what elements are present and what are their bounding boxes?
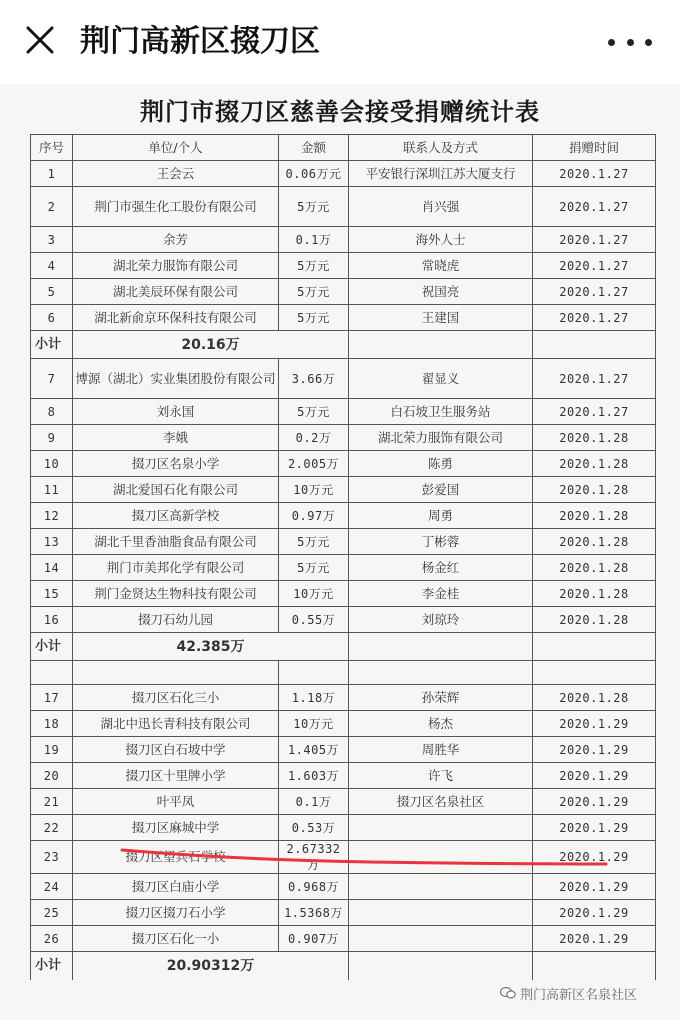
header-cell: 捐赠时间	[533, 135, 656, 161]
table-cell: 常晓虎	[349, 253, 533, 279]
table-cell: 3	[31, 227, 73, 253]
table-row	[31, 555, 656, 581]
table-row	[31, 187, 656, 227]
table-cell: 5万元	[279, 279, 349, 305]
table-row	[31, 161, 656, 187]
table-cell: 刘琼玲	[349, 607, 533, 633]
table-cell	[349, 633, 533, 661]
table-cell: 2020.1.27	[533, 227, 656, 253]
more-dot-icon	[627, 39, 634, 46]
table-row	[31, 477, 656, 503]
table-cell: 5万元	[279, 399, 349, 425]
table-cell: 2020.1.29	[533, 841, 656, 874]
table-row	[31, 399, 656, 425]
table-cell: 9	[31, 425, 73, 451]
table-cell: 0.1万	[279, 227, 349, 253]
table-cell: 12	[31, 503, 73, 529]
table-cell: 23	[31, 841, 73, 874]
table-cell: 余芳	[73, 227, 279, 253]
table-row	[31, 737, 656, 763]
table-cell: 李金桂	[349, 581, 533, 607]
table-cell: 5万元	[279, 529, 349, 555]
document-title: 荆门市掇刀区慈善会接受捐赠统计表	[140, 97, 540, 126]
subtotal-value: 42.385万	[73, 633, 349, 661]
table-cell: 荆门市美邦化学有限公司	[73, 555, 279, 581]
table-cell: 掇刀区望兵石学校	[73, 841, 279, 874]
more-options-button[interactable]	[608, 30, 652, 54]
subtotal-row	[31, 331, 656, 359]
table-cell: 叶平凤	[73, 789, 279, 815]
table-cell: 掇刀区十里牌小学	[73, 763, 279, 789]
table-cell: 2020.1.29	[533, 926, 656, 952]
table-cell: 王会云	[73, 161, 279, 187]
blank-row	[31, 661, 656, 685]
table-cell: 0.53万	[279, 815, 349, 841]
table-cell: 0.1万	[279, 789, 349, 815]
table-row	[31, 874, 656, 900]
table-header-row	[31, 135, 656, 161]
table-cell: 2020.1.28	[533, 425, 656, 451]
table-row	[31, 815, 656, 841]
table-cell	[279, 661, 349, 685]
table-cell: 许飞	[349, 763, 533, 789]
table-cell: 10万元	[279, 581, 349, 607]
donation-table	[30, 134, 656, 980]
table-cell: 10	[31, 451, 73, 477]
table-cell: 6	[31, 305, 73, 331]
table-cell: 2020.1.28	[533, 529, 656, 555]
table-cell: 2020.1.27	[533, 305, 656, 331]
table-cell: 2020.1.29	[533, 815, 656, 841]
table-cell: 掇刀石幼儿园	[73, 607, 279, 633]
table-cell: 1	[31, 161, 73, 187]
table-cell: 湖北千里香油脂食品有限公司	[73, 529, 279, 555]
donation-table-container	[30, 134, 655, 980]
table-cell: 荆门市强生化工股份有限公司	[73, 187, 279, 227]
table-cell	[349, 815, 533, 841]
table-cell: 翟显义	[349, 359, 533, 399]
table-cell: 0.06万元	[279, 161, 349, 187]
subtotal-label: 小计	[31, 633, 73, 661]
table-cell: 掇刀区名泉小学	[73, 451, 279, 477]
subtotal-label: 小计	[31, 331, 73, 359]
table-cell: 白石坡卫生服务站	[349, 399, 533, 425]
table-cell: 2020.1.27	[533, 399, 656, 425]
page-title: 荆门高新区掇刀区	[80, 24, 320, 59]
table-cell	[533, 952, 656, 980]
table-row	[31, 425, 656, 451]
table-cell: 丁彬蓉	[349, 529, 533, 555]
table-cell: 5	[31, 279, 73, 305]
table-row	[31, 305, 656, 331]
close-button[interactable]	[22, 22, 58, 58]
table-row	[31, 503, 656, 529]
table-cell: 刘永国	[73, 399, 279, 425]
table-cell: 2020.1.27	[533, 187, 656, 227]
table-cell: 1.5368万	[279, 900, 349, 926]
table-row	[31, 900, 656, 926]
source-watermark	[500, 982, 637, 1004]
table-cell	[349, 874, 533, 900]
table-cell: 2020.1.28	[533, 581, 656, 607]
table-cell: 17	[31, 685, 73, 711]
header-cell: 序号	[31, 135, 73, 161]
table-cell	[349, 900, 533, 926]
table-cell: 掇刀区麻城中学	[73, 815, 279, 841]
table-cell	[73, 661, 279, 685]
table-cell: 10万元	[279, 711, 349, 737]
table-cell	[533, 661, 656, 685]
table-cell: 3.66万	[279, 359, 349, 399]
table-cell: 祝国亮	[349, 279, 533, 305]
table-cell: 2020.1.28	[533, 685, 656, 711]
table-cell: 2020.1.28	[533, 607, 656, 633]
table-cell: 2	[31, 187, 73, 227]
table-cell: 海外人士	[349, 227, 533, 253]
table-cell: 11	[31, 477, 73, 503]
table-cell: 8	[31, 399, 73, 425]
table-cell	[533, 633, 656, 661]
table-cell: 肖兴强	[349, 187, 533, 227]
watermark-text: 荆门高新区名泉社区	[520, 987, 638, 1003]
table-cell: 2020.1.29	[533, 711, 656, 737]
table-cell: 2020.1.29	[533, 874, 656, 900]
table-cell: 掇刀区白庙小学	[73, 874, 279, 900]
table-cell: 孙荣辉	[349, 685, 533, 711]
table-cell: 2.005万	[279, 451, 349, 477]
table-cell: 周勇	[349, 503, 533, 529]
table-cell: 周胜华	[349, 737, 533, 763]
table-cell: 杨金红	[349, 555, 533, 581]
table-cell: 5万元	[279, 305, 349, 331]
table-cell: 陈勇	[349, 451, 533, 477]
table-row	[31, 789, 656, 815]
table-cell: 2020.1.28	[533, 477, 656, 503]
chat-bubble-icon	[500, 986, 516, 1000]
table-cell: 7	[31, 359, 73, 399]
table-row	[31, 763, 656, 789]
table-cell: 杨杰	[349, 711, 533, 737]
table-cell: 10万元	[279, 477, 349, 503]
table-cell: 0.2万	[279, 425, 349, 451]
table-cell: 5万元	[279, 187, 349, 227]
table-cell: 15	[31, 581, 73, 607]
table-cell: 2.67332万	[279, 841, 349, 874]
table-row	[31, 581, 656, 607]
table-cell: 1.405万	[279, 737, 349, 763]
table-cell: 25	[31, 900, 73, 926]
table-cell: 湖北新俞京环保科技有限公司	[73, 305, 279, 331]
more-dot-icon	[645, 39, 652, 46]
table-cell: 2020.1.27	[533, 279, 656, 305]
table-cell: 5万元	[279, 253, 349, 279]
table-cell: 1.18万	[279, 685, 349, 711]
more-dot-icon	[608, 39, 615, 46]
table-cell: 0.907万	[279, 926, 349, 952]
table-row	[31, 926, 656, 952]
table-cell	[533, 331, 656, 359]
table-cell: 湖北美辰环保有限公司	[73, 279, 279, 305]
table-row	[31, 359, 656, 399]
table-cell: 湖北爱国石化有限公司	[73, 477, 279, 503]
table-cell: 22	[31, 815, 73, 841]
subtotal-label: 小计	[31, 952, 73, 980]
table-cell: 4	[31, 253, 73, 279]
table-cell: 5万元	[279, 555, 349, 581]
header-cell: 单位/个人	[73, 135, 279, 161]
table-cell	[349, 661, 533, 685]
table-cell: 掇刀区掇刀石小学	[73, 900, 279, 926]
table-row	[31, 529, 656, 555]
table-cell: 24	[31, 874, 73, 900]
subtotal-row	[31, 633, 656, 661]
table-cell: 0.55万	[279, 607, 349, 633]
table-cell: 14	[31, 555, 73, 581]
table-cell: 0.97万	[279, 503, 349, 529]
table-cell: 湖北荣力服饰有限公司	[73, 253, 279, 279]
table-cell: 彭爱国	[349, 477, 533, 503]
table-cell: 掇刀区白石坡中学	[73, 737, 279, 763]
table-row	[31, 279, 656, 305]
table-cell: 博源（湖北）实业集团股份有限公司	[73, 359, 279, 399]
table-cell: 湖北中迅长青科技有限公司	[73, 711, 279, 737]
table-cell: 16	[31, 607, 73, 633]
table-cell: 2020.1.29	[533, 789, 656, 815]
table-cell: 掇刀区石化一小	[73, 926, 279, 952]
table-cell: 2020.1.29	[533, 737, 656, 763]
table-cell: 2020.1.29	[533, 900, 656, 926]
table-cell: 王建国	[349, 305, 533, 331]
table-cell: 20	[31, 763, 73, 789]
table-row	[31, 685, 656, 711]
table-cell: 2020.1.29	[533, 763, 656, 789]
table-cell: 掇刀区高新学校	[73, 503, 279, 529]
table-cell: 26	[31, 926, 73, 952]
subtotal-value: 20.90312万	[73, 952, 349, 980]
table-row	[31, 607, 656, 633]
table-cell	[349, 952, 533, 980]
table-cell: 2020.1.27	[533, 161, 656, 187]
table-cell: 2020.1.28	[533, 503, 656, 529]
table-row	[31, 253, 656, 279]
table-cell: 2020.1.27	[533, 359, 656, 399]
table-cell: 13	[31, 529, 73, 555]
table-cell: 平安银行深圳江苏大厦支行	[349, 161, 533, 187]
table-cell: 2020.1.28	[533, 555, 656, 581]
table-cell	[349, 926, 533, 952]
subtotal-value: 20.16万	[73, 331, 349, 359]
table-row	[31, 227, 656, 253]
table-cell: 掇刀区名泉社区	[349, 789, 533, 815]
table-cell: 2020.1.28	[533, 451, 656, 477]
table-cell	[349, 331, 533, 359]
table-cell: 掇刀区石化三小	[73, 685, 279, 711]
table-cell: 18	[31, 711, 73, 737]
header-cell: 联系人及方式	[349, 135, 533, 161]
close-icon	[25, 25, 55, 55]
table-cell: 湖北荣力服饰有限公司	[349, 425, 533, 451]
table-cell: 1.603万	[279, 763, 349, 789]
top-bar	[0, 0, 680, 84]
table-cell	[349, 841, 533, 874]
table-cell: 19	[31, 737, 73, 763]
header-cell: 金额	[279, 135, 349, 161]
table-cell: 21	[31, 789, 73, 815]
subtotal-row	[31, 952, 656, 980]
table-row	[31, 451, 656, 477]
table-row	[31, 841, 656, 874]
table-cell	[31, 661, 73, 685]
table-cell: 0.968万	[279, 874, 349, 900]
table-cell: 2020.1.27	[533, 253, 656, 279]
table-cell: 荆门金贤达生物科技有限公司	[73, 581, 279, 607]
table-row	[31, 711, 656, 737]
table-cell: 李娥	[73, 425, 279, 451]
